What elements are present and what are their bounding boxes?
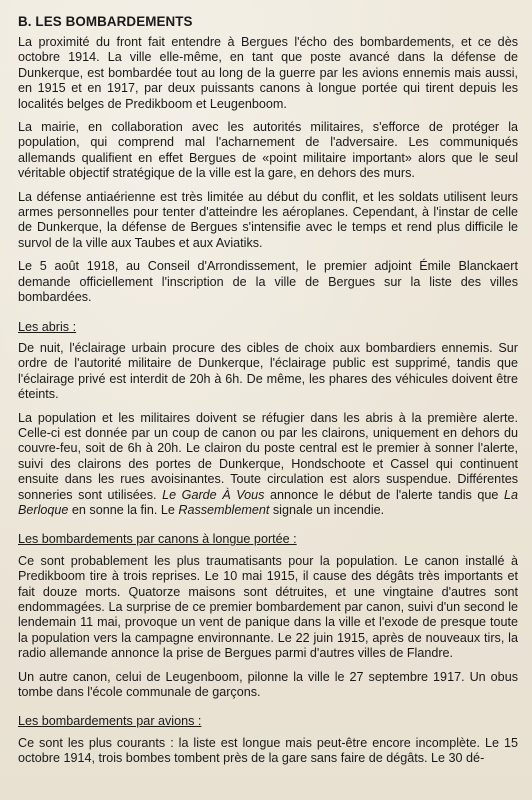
paragraph-alerte [18,411,518,519]
paragraph-mairie: La mairie, en collaboration avec les autorités militaires, s'efforce de protéger la population, qui comprend mal l'acharnement de l'adversaire. Les communiqués allemands qualifient en effet Bergues de «point militaire important» alors que le seul véritable objectif stratégique de la ville est la gare, en dehors des murs. [18,120,518,181]
alerte-text-4: Le [160,502,179,517]
alerte-text-5: signale un incendie. [269,502,385,517]
alerte-text-2: annonce le début de l'alerte tandis que [264,487,504,502]
paragraph-predikboom: Ce sont probablement les plus traumatisants pour la population. Le canon installé à Predikboom tire à trois reprises. Le 10 mai 1915, il cause des dégâts très importants et fait douze morts. Quatorze maisons sont détruites, et une vingtaine d'autres sont endommagées. La surprise de ce premier bombardement par canon, suivi d'un second le lendemain 11 mai, provoque un vent de panique dans la ville et l'exode de presque toute la population vers la campagne environnante. Le 22 juin 1915, après de nouveaux tirs, la radio allemande annonce la prise de Bergues parmi d'autres villes de Flandre. [18,553,518,661]
alerte-text-1: La population et les militaires doivent se réfugier dans les abris à la première alerte. Celle-ci est donnée par un coup de canon ou par les clairons, uniquement en dehors du couvre-feu, soit de 6h à 20h. Le clairon du poste central est le premier à sonner l'alerte, suivi des clairons des portes de Dunkerque, Hondschoote et Cassel qui continuent ensuite dans les rues avoisinantes. Toute circulation est alors suspendue. Différentes sonneries sont utilisées. [18,410,518,502]
paragraph-intro: La proximité du front fait entendre à Bergues l'écho des bombardements, et ce dès octobre 1914. La ville elle-même, en tant que poste avancé dans la défense de Dunkerque, est bombardée tout au long de la guerre par les avions ennemis mais aussi, en 1915 et en 1917, par deux puissants canons à longue portée qui tirent depuis les localités belges de Predikboom et Leugenboom. [18,35,518,111]
alerte-rassemblement: Rassemblement [178,502,270,517]
paragraph-conseil: Le 5 août 1918, au Conseil d'Arrondissement, le premier adjoint Émile Blanckaert demande officiellement l'inscription de la ville de Bergues sur la liste des villes bombardées. [18,259,518,305]
section-heading-canons: Les bombardements par canons à longue portée : [18,532,297,547]
section-heading-abris: Les abris : [18,319,77,334]
section-heading-avions: Les bombardements par avions : [18,714,202,729]
paragraph-defense: La défense antiaérienne est très limitée au début du conflit, et les soldats utilisent leurs armes personnelles pour tenter d'atteindre les aéroplanes. Cependant, à l'instar de celle de Dunkerque, la défense de Bergues s'intensifie avec le temps et rend plus difficile le survol de la ville aux Taubes et aux Aviatiks. [18,189,518,250]
alerte-berloque: La Berloque [18,487,518,517]
paragraph-eclairage: De nuit, l'éclairage urbain procure des cibles de choix aux bombardiers ennemis. Sur ordre de l'autorité militaire de Dunkerque, l'éclairage public est supprimé, tandis que l'éclairage privé est interdit de 20h à 6h. De même, les phares des véhicules doivent être éteints. [18,340,518,402]
alerte-garde-a-vous: Le Garde À Vous [162,487,265,502]
alerte-text-3: en sonne la fin. [68,502,161,517]
page-title: B. LES BOMBARDEMENTS [18,14,193,29]
paragraph-leugenboom: Un autre canon, celui de Leugenboom, pilonne la ville le 27 septembre 1917. Un obus tombe dans l'école communale de garçons. [18,669,518,700]
paragraph-avions: Ce sont les plus courants : la liste est longue mais peut-être encore incomplète. Le 15 octobre 1914, trois bombes tombent près de la gare sans faire de dégâts. Le 30 dé- [18,735,518,766]
